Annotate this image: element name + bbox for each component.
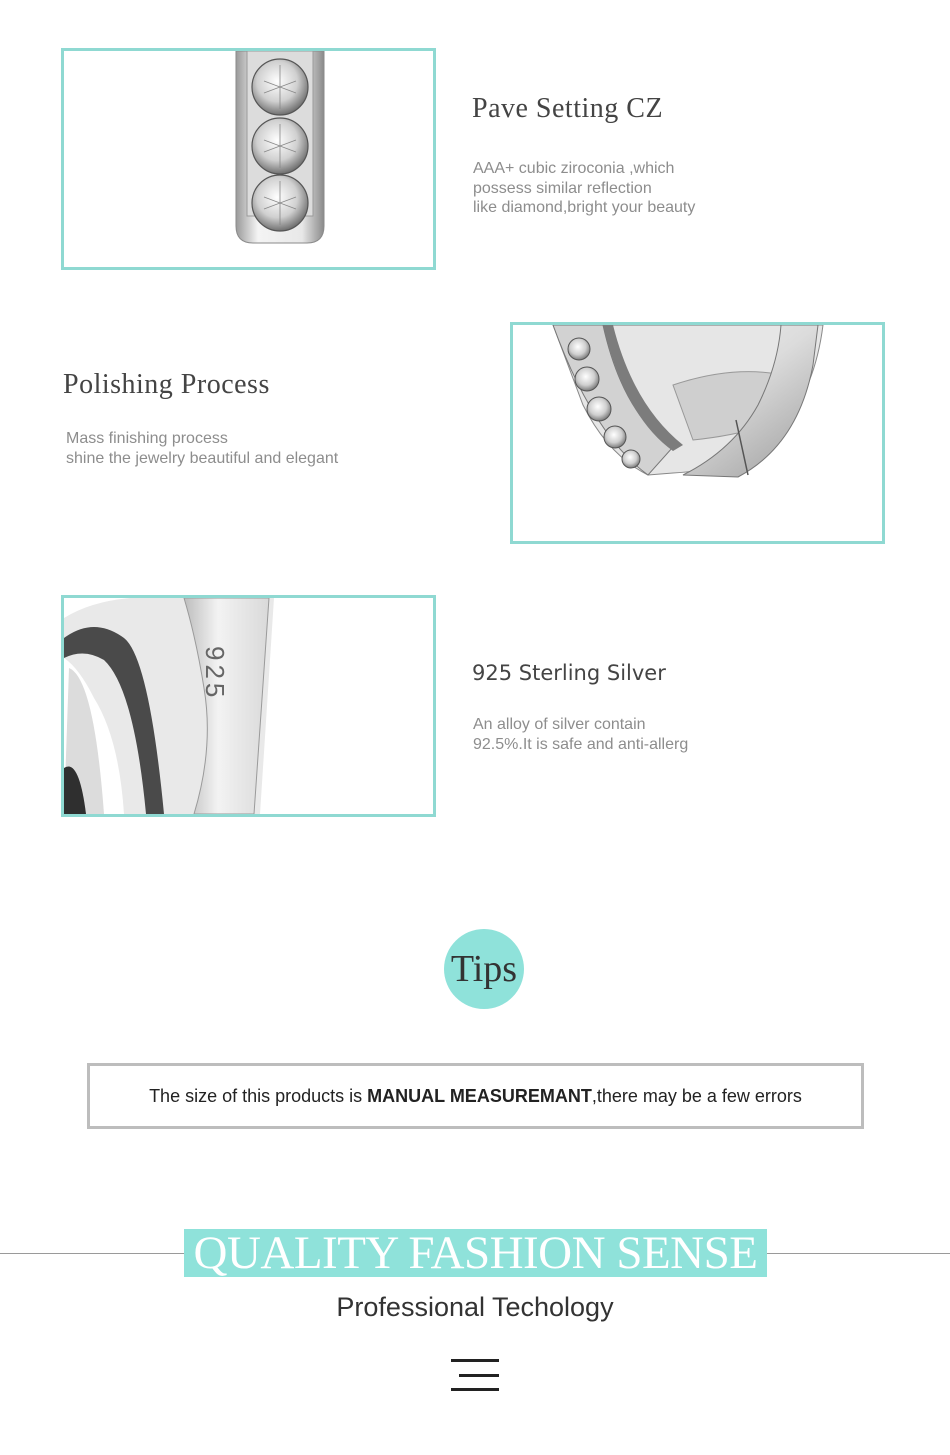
notice-prefix: The size of this products is xyxy=(149,1085,368,1106)
description-line: possess similar reflection xyxy=(473,179,652,197)
925-stamp-closeup-icon xyxy=(64,598,433,814)
divider-right xyxy=(767,1253,950,1254)
notice-bold: MANUAL MEASUREMANT xyxy=(367,1085,592,1106)
tips-badge xyxy=(444,929,524,1009)
hamburger-menu-icon[interactable] xyxy=(451,1359,499,1393)
description-line: An alloy of silver contain xyxy=(473,716,646,733)
polishing-description xyxy=(66,429,338,468)
tips-label: Tips xyxy=(450,948,518,990)
pave-setting-title: Pave Setting CZ xyxy=(472,93,664,124)
description-line: 92.5%.It is safe and anti-allerg xyxy=(473,735,689,753)
professional-subtitle: Professional Techology xyxy=(336,1292,614,1322)
sterling-silver-title: 925 Sterling Silver xyxy=(472,661,666,685)
925-stamp: 925 xyxy=(200,646,230,702)
quality-banner xyxy=(184,1229,767,1277)
notice-suffix: ,there may be a few errors xyxy=(591,1085,802,1106)
polishing-title: Polishing Process xyxy=(63,369,270,400)
menu-bar xyxy=(459,1374,499,1377)
pave-earring-closeup-icon xyxy=(64,51,433,267)
description-line: like diamond,bright your beauty xyxy=(473,199,696,216)
sterling-silver-description xyxy=(473,715,688,754)
quality-banner-text: QUALITY FASHION SENSE xyxy=(193,1227,758,1279)
polishing-image xyxy=(510,322,885,544)
divider-left xyxy=(0,1253,184,1254)
description-line: Mass finishing process xyxy=(66,430,228,447)
sterling-silver-image xyxy=(61,595,436,817)
pave-setting-image xyxy=(61,48,436,270)
pave-setting-description xyxy=(473,159,695,218)
menu-bar xyxy=(451,1359,499,1362)
menu-bar xyxy=(451,1388,499,1391)
measurement-notice xyxy=(87,1063,864,1129)
description-line: shine the jewelry beautiful and elegant xyxy=(66,449,339,467)
description-line: AAA+ cubic ziroconia ,which xyxy=(473,160,675,177)
hinge-closeup-icon xyxy=(513,325,882,541)
